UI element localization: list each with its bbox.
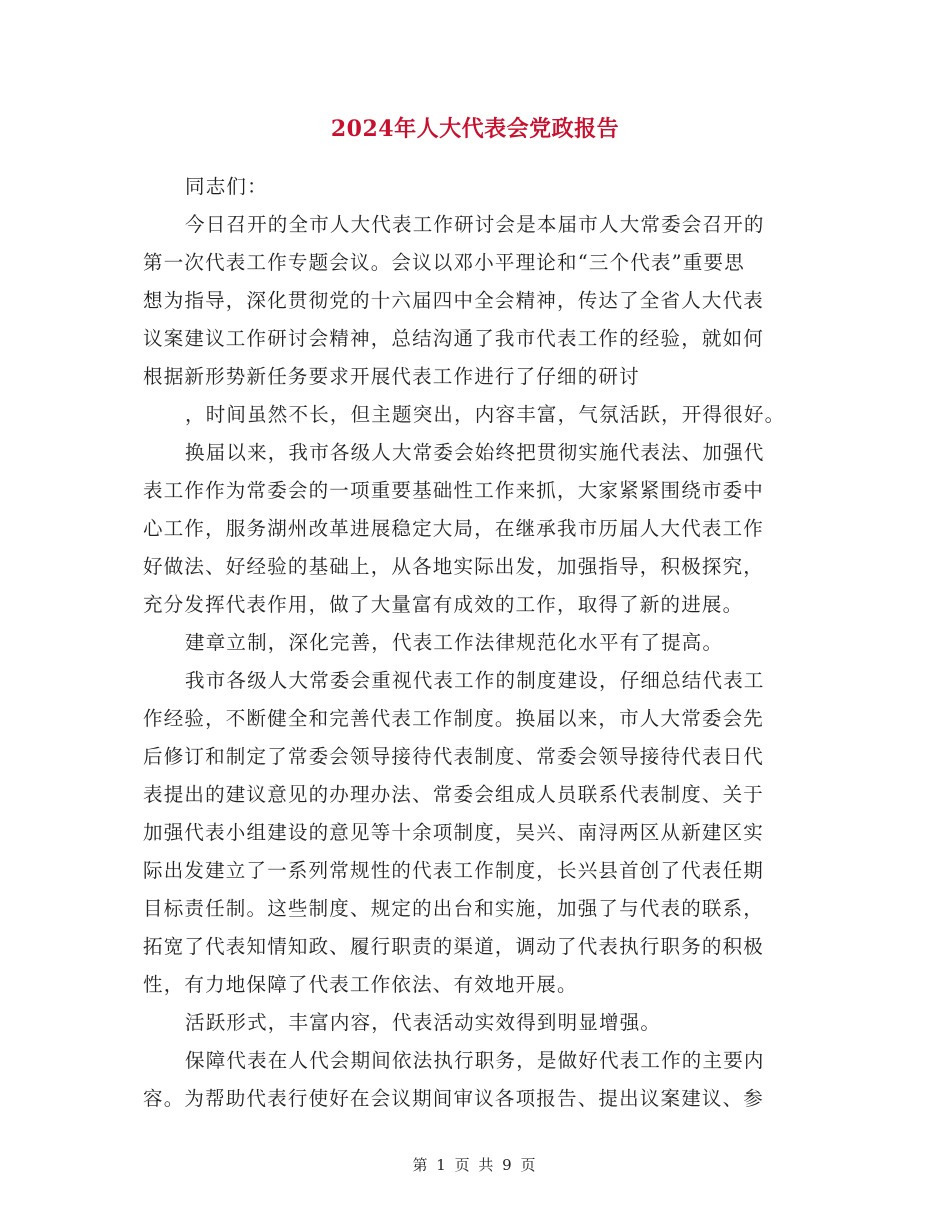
text-line: ，时间虽然不长，但主题突出，内容丰富，气氛活跃，开得很好。 (185, 403, 786, 426)
text-line: 表提出的建议意见的办理办法、常委会组成人员联系代表制度、关于 (143, 783, 765, 806)
text-line: 好做法、好经验的基础上，从各地实际出发，加强指导，积极探究， (143, 555, 765, 578)
text-line: 保障代表在人代会期间依法执行职务，是做好代表工作的主要内 (185, 1049, 765, 1072)
text-line: 想为指导，深化贯彻党的十六届四中全会精神，传达了全省人大代表 (143, 289, 765, 312)
text-line: 际出发建立了一系列常规性的代表工作制度，长兴县首创了代表任期 (143, 859, 765, 882)
text-line: 建章立制，深化完善，代表工作法律规范化水平有了提高。 (185, 631, 724, 654)
text-line: 拓宽了代表知情知政、履行职责的渠道，调动了代表执行职务的积极 (143, 935, 765, 958)
text-line: 我市各级人大常委会重视代表工作的制度建设，仔细总结代表工 (185, 669, 765, 692)
text-line: 心工作，服务湖州改革进展稳定大局，在继承我市历届人大代表工作 (143, 517, 765, 540)
text-line: 今日召开的全市人大代表工作研讨会是本届市人大常委会召开的 (185, 213, 765, 236)
text-line: 根据新形势新任务要求开展代表工作进行了仔细的研讨 (143, 365, 640, 388)
document-body (143, 168, 803, 1118)
text-line: 表工作作为常委会的一项重要基础性工作来抓，大家紧紧围绕市委中 (143, 479, 765, 502)
document-title: 2024年人大代表会党政报告 (330, 116, 620, 142)
text-line: 活跃形式，丰富内容，代表活动实效得到明显增强。 (185, 1011, 662, 1034)
text-line: 目标责任制。这些制度、规定的出台和实施，加强了与代表的联系， (143, 897, 765, 920)
page-footer: 第 1 页 共 9 页 (412, 1156, 538, 1174)
text-line: 容。为帮助代表行使好在会议期间审议各项报告、提出议案建议、参 (143, 1087, 765, 1110)
text-line: 后修订和制定了常委会领导接待代表制度、常委会领导接待代表日代 (143, 745, 765, 768)
text-line: 充分发挥代表作用，做了大量富有成效的工作，取得了新的进展。 (143, 593, 744, 616)
text-line: 加强代表小组建设的意见等十余项制度，吴兴、南浔两区从新建区实 (143, 821, 765, 844)
text-line: 换届以来，我市各级人大常委会始终把贯彻实施代表法、加强代 (185, 441, 765, 464)
text-line: 第一次代表工作专题会议。会议以邓小平理论和“三个代表”重要思 (143, 251, 745, 274)
text-line: 性，有力地保障了代表工作依法、有效地开展。 (143, 973, 578, 996)
text-line: 同志们： (185, 175, 268, 198)
text-line: 作经验，不断健全和完善代表工作制度。换届以来，市人大常委会先 (143, 707, 765, 730)
text-line: 议案建议工作研讨会精神，总结沟通了我市代表工作的经验，就如何 (143, 327, 765, 350)
